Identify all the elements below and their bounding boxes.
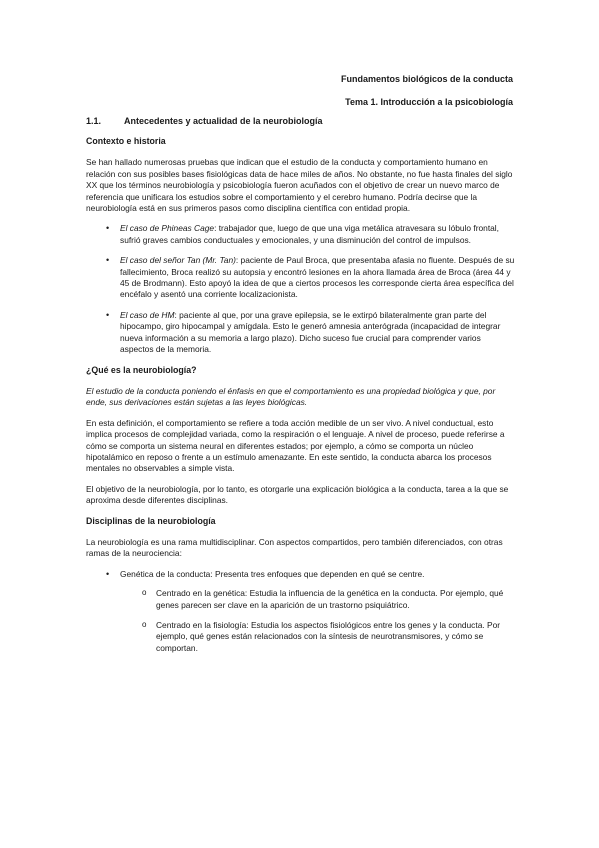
case-lead: El caso del señor Tan (Mr. Tan) [120,255,236,266]
case-text: : paciente al que, por una grave epilepsia, se le extirpó bilateralmente gran parte del hipocampo, giro hipocampal y amígdala. Esto le generó amnesia anterógrada (incapacidad de integrar nueva información a su memoria a largo plazo). Dicho suceso fue crucial para comprender varios aspectos de la memoria. [120,309,501,355]
disciplines-heading: Disciplinas de la neurobiología [86,515,216,526]
context-paragraph: Se han hallado numerosas pruebas que indican que el estudio de la conducta y comportamiento humano en relación con sus posibles bases fisiológicas data de hace miles de años. No obstante, no fue hasta finales del siglo XX que los términos neurobiología y psicobiología fueron acuñados con el objetivo de crear un nuevo marco de referencia que unificara los estudios sobre el comportamiento y el cerebro humano. Podría decirse que la neurobiología está en sus primeros pasos como disciplina científica con entidad propia. [86,157,513,214]
disciplines-intro: La neurobiología es una rama multidisciplinar. Con aspectos compartidos, pero también diferenciados, con otras ramas de la neurociencia: [86,536,503,559]
case-item [86,223,516,246]
discipline-list [86,569,516,654]
discipline-subitem: o Centrado en la genética: Estudia la influencia de la genética en la conducta. Por ejemplo, qué genes parecen ser clave en la aparición de un trastorno psiquiátrico. [120,588,516,611]
section-title: Antecedentes y actualidad de la neurobiología [124,116,323,126]
section-heading [86,116,323,126]
case-list [86,223,516,355]
definition-heading: ¿Qué es la neurobiología? [86,364,197,375]
discipline-item [86,569,516,654]
case-lead: El caso de Phineas Cage [120,223,215,234]
case-item [86,310,516,356]
definition-quote: El estudio de la conducta poniendo el énfasis en que el comportamiento es una propiedad biológica y que, por ende, sus derivaciones están sujetas a las leyes biológicas. [86,385,496,408]
definition-paragraph: En esta definición, el comportamiento se refiere a toda acción medible de un ser vivo. A nivel conductual, esto implica procesos de complejidad variada, como la respiración o el lenguaje. A nivel de proceso, puede referirse a cómo se comporta un sistema neural en diferentes estados; por ejemplo, a cómo se comporta un núcleo hipotalámico en reposo o frente a un estímulo amenazante. En este sentido, la conducta abarca los procesos mentales no observables a simple vista. [86,417,505,474]
case-lead: El caso de HM [120,309,175,320]
case-item [86,255,516,301]
section-number: 1.1. [86,116,102,126]
unit-title: Tema 1. Introducción a la psicobiología [345,97,513,107]
discipline-subitem: o Centrado en la fisiología: Estudia los aspectos fisiológicos entre los genes y la conducta. Por ejemplo, qué genes están relacionados con la síntesis de neurotransmisores, y cómo se comportan. [120,620,516,654]
discipline-sublist [120,588,516,654]
objective-paragraph: El objetivo de la neurobiología, por lo tanto, es otorgarle una explicación biológica a la conducta, tarea a la que se aproxima desde diferentes disciplinas. [86,483,509,506]
course-title: Fundamentos biológicos de la conducta [340,74,513,84]
context-heading: Contexto e historia [86,136,166,146]
document-body [86,132,516,663]
case-text: : trabajador que, luego de que una viga metálica atravesara su lóbulo frontal, sufrió graves cambios conductuales y emocionales, y una disminución del control de impulsos. [120,223,499,245]
discipline-text: Genética de la conducta: Presenta tres enfoques que dependen en qué se centre. [120,568,425,579]
case-text: : paciente de Paul Broca, que presentaba afasia no fluente. Después de su fallecimiento, Broca realizó su autopsia y encontró lesiones en la ahora llamada área de Broca (área 44 y 45 de Brodmann). Esto apoyó la idea de que a ciertos procesos les corresponde cierta área específica del encéfalo y asentó una corriente localizacionista. [120,255,515,300]
